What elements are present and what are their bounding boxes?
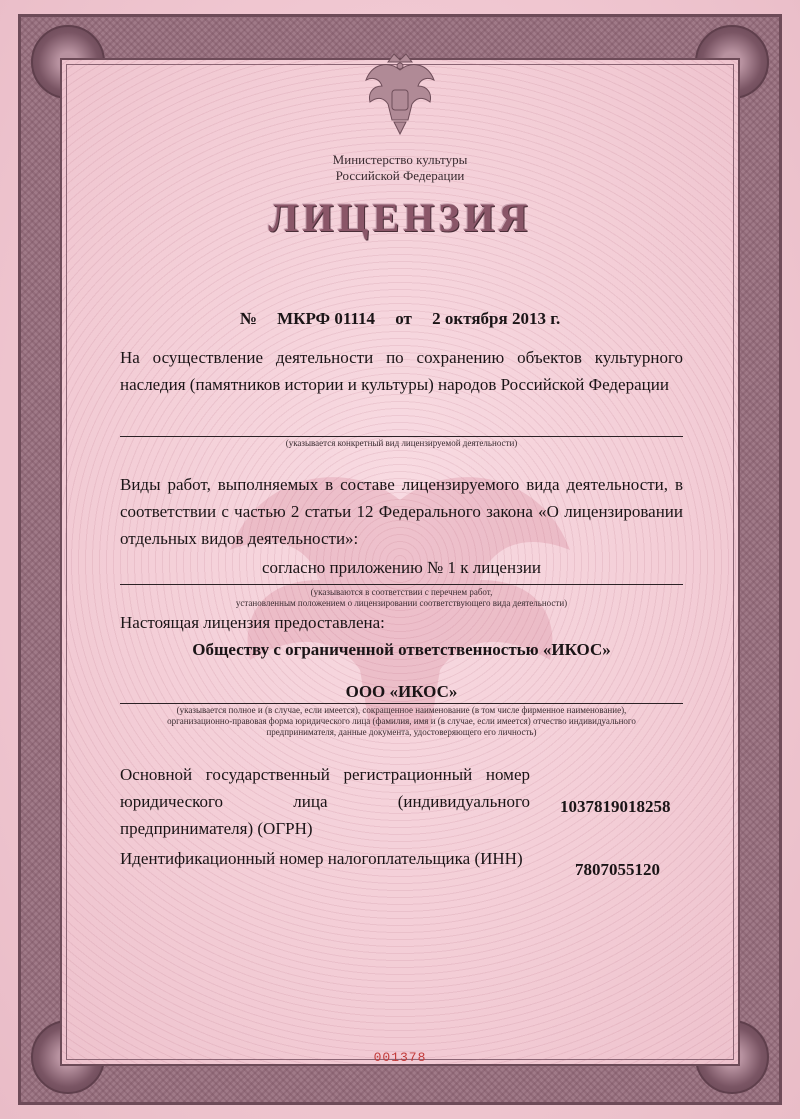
number-sign: № (239, 309, 257, 328)
issuing-authority (0, 152, 800, 184)
serial-number: 001378 (373, 1050, 427, 1065)
divider (120, 436, 683, 437)
document-title: ЛИЦЕНЗИЯ (268, 195, 532, 240)
coat-of-arms-icon (358, 50, 442, 136)
holder-hint-line-3: предпринимателя, данные документа, удостоверяющего его личность) (266, 727, 537, 737)
holder-hint-line-1: (указывается полное и (в случае, если имеется), сокращенное наименование (в том числе фирменное наименование), (176, 705, 627, 715)
ministry-line-1: Министерство культуры (332, 152, 468, 167)
divider (120, 584, 683, 585)
inn-value: 7807055120 (575, 860, 660, 879)
ogrn-value: 1037819018258 (560, 797, 671, 816)
ministry-line-2: Российской Федерации (335, 168, 465, 183)
works-hint-line-2: установленным положением о лицензировании соответствующего вида деятельности) (235, 598, 568, 608)
holder-full-name: Обществу с ограниченной ответственностью «ИКОС» (192, 640, 611, 659)
ogrn-label: Основной государственный регистрационный номер юридического лица (индивидуального предпринимателя) (ОГРН) (120, 765, 530, 838)
holder-hint-line-2: организационно-правовая форма юридического лица (фамилия, имя и (в случае, если имеется) отчество индивидуального (167, 716, 636, 726)
holder-short-name: ООО «ИКОС» (345, 682, 458, 701)
license-number-line (0, 309, 800, 329)
activity-hint: (указывается конкретный вид лицензируемой деятельности) (285, 438, 518, 448)
works-text: Виды работ, выполняемых в составе лицензируемого вида деятельности, в соответствии с частью 2 статьи 12 Федерального закона «О лицензировании отдельных видов деятельности»: (120, 475, 683, 548)
inn-label: Идентификационный номер налогоплательщика (ИНН) (120, 849, 523, 868)
works-hint (120, 587, 683, 609)
holder-hint (120, 705, 683, 738)
from-word: от (395, 309, 412, 328)
activity-text: На осуществление деятельности по сохранению объектов культурного наследия (памятников истории и культуры) народов Российской Федерации (120, 348, 683, 394)
license-number: МКРФ 01114 (277, 309, 376, 328)
works-value: согласно приложению № 1 к лицензии (261, 558, 541, 577)
license-date: 2 октября 2013 г. (432, 309, 561, 328)
holder-intro: Настоящая лицензия предоставлена: (120, 613, 385, 632)
works-hint-line-1: (указываются в соответствии с перечнем работ, (310, 587, 493, 597)
divider (120, 703, 683, 704)
